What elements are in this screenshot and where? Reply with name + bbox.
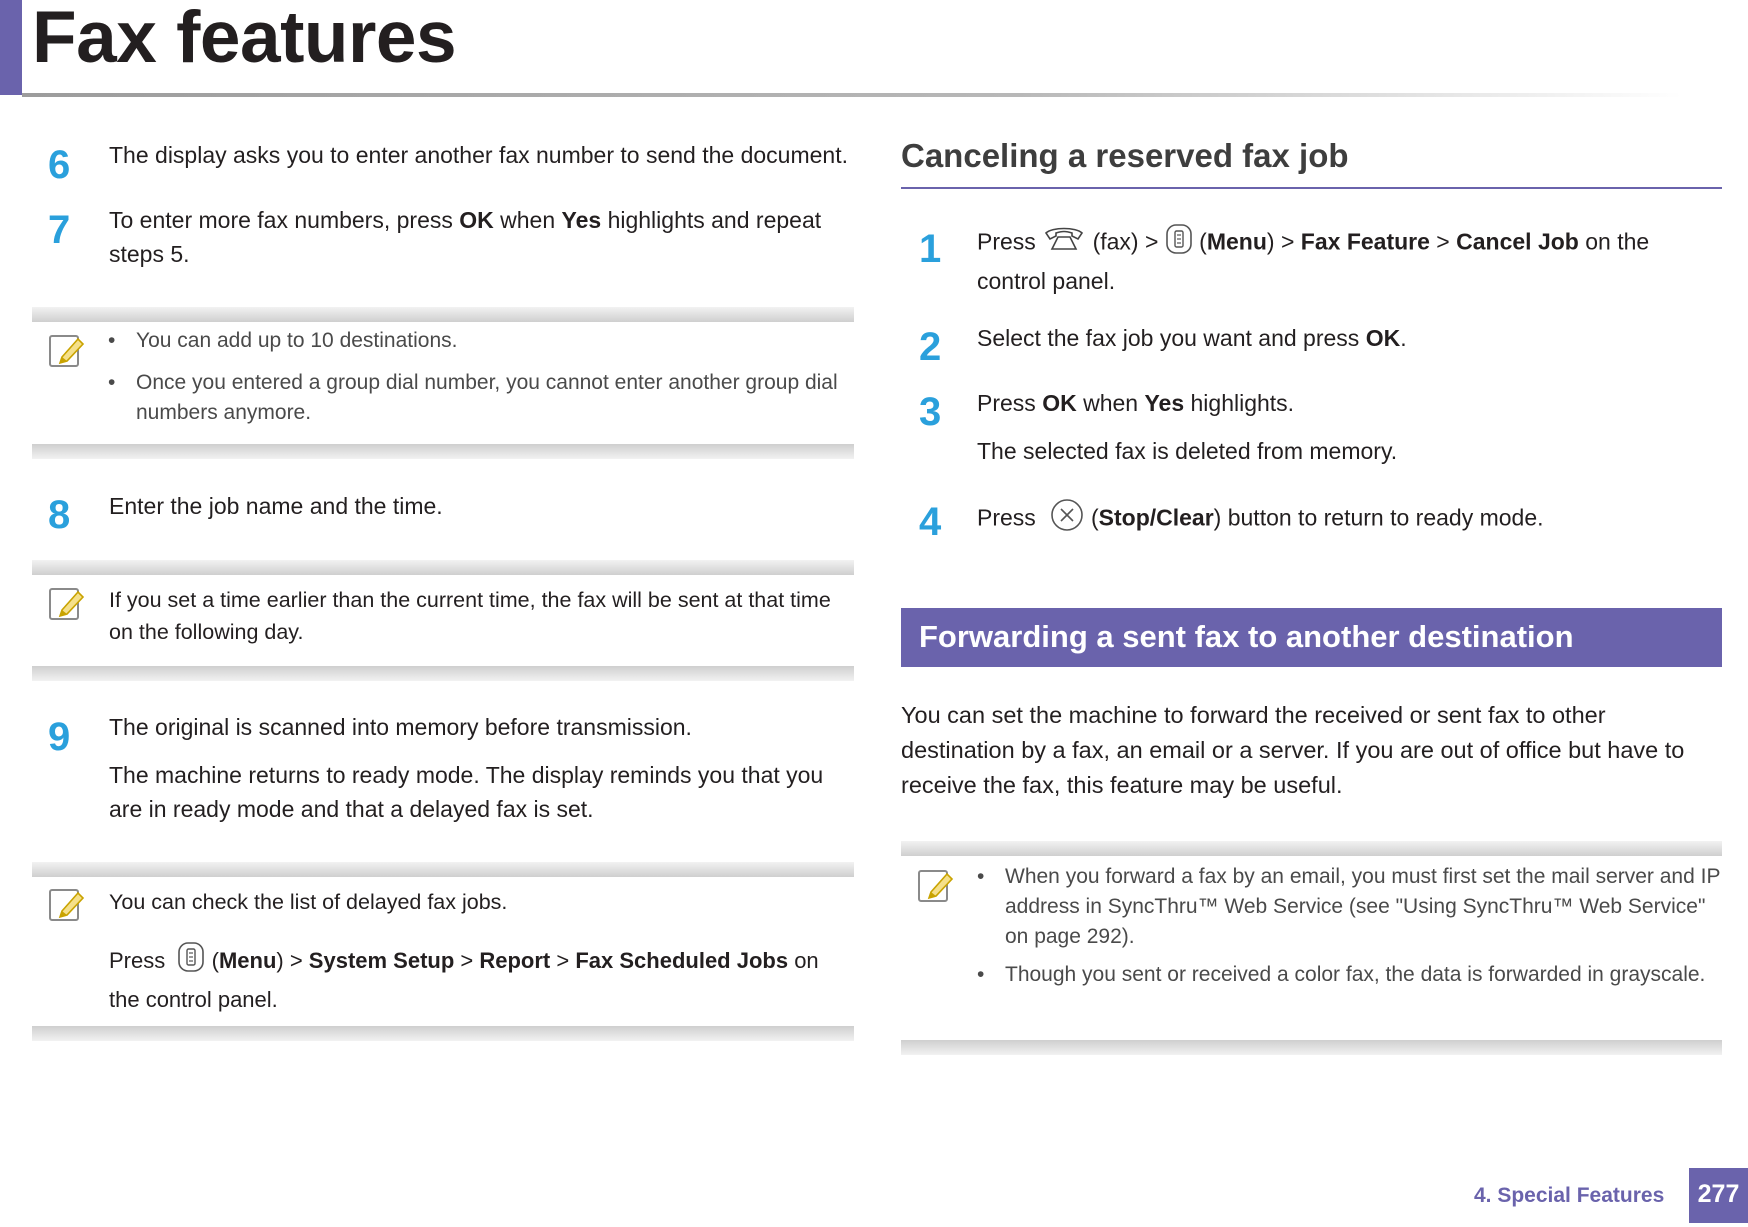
step-number-1: 1 [919,227,942,271]
note-1-list [108,326,853,428]
list-item: • When you forward a fax by an email, you must first set the mail server and IP address in SyncThru™ Web Service (see "Using SyncThru™ Web Service" on page 292). [977,862,1722,952]
note-2-top-border [32,560,854,575]
page-title: Fax features [32,0,457,78]
page-number: 277 [1689,1168,1748,1223]
step-3-pre: Press [977,390,1043,416]
cancel-job-label: Cancel Job [1456,228,1579,255]
title-divider [22,93,1682,97]
fax-feature-label: Fax Feature [1300,228,1430,255]
ok-label: OK [1365,325,1401,351]
step-number-9: 9 [48,715,71,759]
step-1-tail: on the control panel. [977,228,1650,294]
list-item: • You can add up to 10 destinations. [108,326,853,356]
list-item: • Though you sent or received a color fax, the data is forwarded in grayscale. [977,960,1722,990]
menu-label: Menu [218,947,277,973]
section-heading-canceling: Canceling a reserved fax job [901,137,1349,174]
step-7-text [109,203,849,271]
step-number-2: 2 [919,325,942,369]
step-4-text [977,497,1722,542]
step-2-post: . [1400,325,1407,351]
note-3-tail: on the control panel. [109,947,819,1012]
list-item: • Once you entered a group dial number, you cannot enter another group dial numbers anymore. [108,368,853,428]
note-3-bottom-border [32,1026,854,1041]
pencil-note-icon [48,586,86,629]
step-4-tail: ) button to return to ready mode. [1213,504,1544,531]
step-3-post: highlights. [1184,390,1295,416]
step-8-text: Enter the job name and the time. [109,493,443,519]
fax-icon [1042,225,1086,262]
separator: ) > [276,947,309,973]
menu-button-icon [1165,223,1193,264]
step-9-text: The original is scanned into memory before transmission. [109,714,692,740]
stop-clear-label: Stop/Clear [1098,504,1214,531]
note-1-bullet-1: You can add up to 10 destinations. [136,329,458,352]
pencil-note-icon [917,868,955,911]
section-banner-forwarding [901,608,1722,667]
section-title: Forwarding a sent fax to another destination [919,619,1574,654]
separator: > [550,947,576,973]
step-1-text [977,223,1722,298]
stop-clear-icon [1049,497,1085,542]
paren: ( [1192,228,1207,255]
step-2-text [977,321,1722,355]
step-3-mid: when [1076,390,1145,416]
menu-button-icon [177,941,205,983]
separator: ) > [1266,228,1301,255]
note-4-bullet-1: When you forward a fax by an email, you must first set the mail server and IP address in SyncThru™ Web Service (see "Using SyncThru™ Web Service" on page 292). [1005,865,1721,948]
fax-label: (fax) > [1086,228,1165,255]
forwarding-paragraph: You can set the machine to forward the received or sent fax to other destination by a fax, an email or a server. If you are out of office but have to receive the fax, this feature may be useful. [901,702,1685,798]
press-label: Press [109,947,166,973]
step-3-text [977,386,1722,420]
step-number-4: 4 [919,500,942,544]
paren: ( [1084,504,1099,531]
note-4-list [977,862,1722,990]
step-6-text: The display asks you to enter another fax number to send the document. [109,142,848,168]
pencil-note-icon [48,887,86,930]
step-number-7: 7 [48,208,71,252]
press-label: Press [977,504,1036,531]
menu-label: Menu [1206,228,1267,255]
ok-label: OK [1042,390,1077,416]
fax-scheduled-jobs-label: Fax Scheduled Jobs [575,947,789,973]
note-1-top-border [32,307,854,322]
separator: > [1429,228,1457,255]
step-7-post: highlights and repeat steps 5. [109,207,822,267]
note-3-text: You can check the list of delayed fax jobs. [109,890,508,914]
note-3-instructions [109,941,854,1017]
heading-divider [901,187,1722,189]
note-1-bullet-2: Once you entered a group dial number, you cannot enter another group dial numbers anymore. [136,371,838,424]
note-2-bottom-border [32,666,854,681]
yes-label: Yes [1144,390,1185,416]
step-number-8: 8 [48,493,71,537]
system-setup-label: System Setup [308,947,455,973]
press-label: Press [977,228,1036,255]
step-9-detail: The machine returns to ready mode. The display reminds you that you are in ready mode and that a delayed fax is set. [109,762,824,822]
step-2-pre: Select the fax job you want and press [977,325,1366,351]
note-4-bullet-2: Though you sent or received a color fax, the data is forwarded in grayscale. [1005,963,1706,986]
step-7-pre: To enter more fax numbers, press [109,207,460,233]
report-label: Report [479,947,551,973]
separator: > [454,947,480,973]
yes-label: Yes [561,207,602,233]
step-3-detail: The selected fax is deleted from memory. [977,438,1398,464]
step-number-6: 6 [48,143,71,187]
note-3-top-border [32,862,854,877]
paren: ( [211,947,219,973]
note-4-bottom-border [901,1040,1722,1055]
step-7-mid: when [493,207,562,233]
footer-chapter: 4. Special Features [1474,1184,1665,1207]
step-number-3: 3 [919,390,942,434]
note-2-text: If you set a time earlier than the current time, the fax will be sent at that time on the following day. [109,588,831,644]
pencil-note-icon [48,333,86,376]
note-4-top-border [901,841,1722,856]
note-1-bottom-border [32,444,854,459]
title-accent-bar [0,0,22,95]
ok-label: OK [459,207,494,233]
